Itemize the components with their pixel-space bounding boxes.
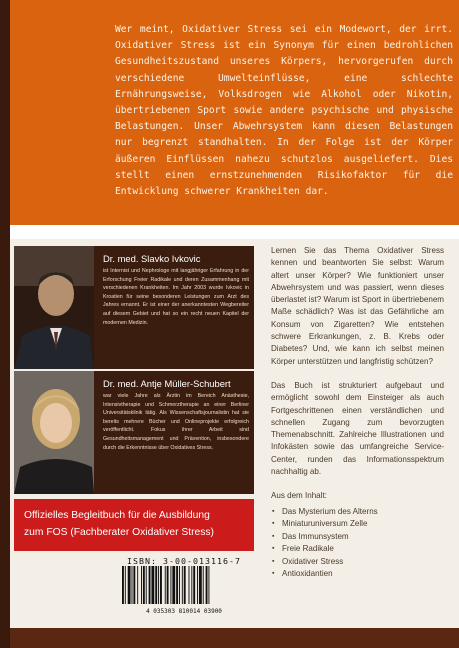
barcode-block	[116, 552, 252, 614]
barcode-bar	[172, 566, 175, 604]
contents-item: ▪ Oxidativer Stress	[271, 556, 444, 569]
banner-line-2: zum FOS (Fachberater Oxidativer Stress)	[24, 527, 214, 538]
author-photo-2	[14, 371, 94, 494]
description-paragraph-2: Das Buch ist strukturiert aufgebaut und ermöglicht sowohl dem Einsteiger als auch Fortgeschrittenen einen verständlichen und schnellen Zugang zum bevorzugten Themenabschnitt. Zahlreiche Illustrationen und Infokästen sowie das umfangreiche Service-Center, runden das Informationsspektrum nachhaltig ab.	[271, 380, 444, 477]
official-companion-banner	[14, 499, 254, 551]
barcode-bar	[179, 566, 180, 604]
contents-list	[271, 506, 444, 581]
barcode-bar	[193, 566, 195, 604]
barcode-bar	[167, 566, 169, 604]
barcode-graphic	[116, 566, 252, 616]
bottom-band	[10, 628, 459, 648]
barcode-bar	[189, 566, 190, 604]
divider-strip	[10, 225, 459, 239]
isbn-number: ISBN: 3-00-013116-7	[127, 556, 241, 566]
author-bio-1: ist Internist und Nephrologe mit langjähriger Erfahrung in der Erforschung Freier Radikale und deren Zusammenhang mit verschiedenen Krankheiten. Im Jahr 2003 wurde Ivkovic in Kroatien für seine besonderen Leistungen zum Arzt des Jahres ernannt. Er ist einer der anerkanntesten Wegbereiter auf diesem Gebiet und hat so ein recht neuen Kapitel der modernen Medizin.	[103, 268, 249, 326]
author-card-1	[14, 246, 254, 369]
barcode-digits: 4 035303 810014 03900	[146, 608, 222, 615]
barcode-bar	[125, 566, 126, 604]
barcode-bar	[155, 566, 157, 604]
author-bio-2: war viele Jahre als Ärztin im Bereich Anästhesie, Intensivtherapie und Schmerztherapie an einer Berliner Universitätsklinik tätig. Als Wissenschaftsjournalistin hat sie bereits mehrere Bücher und Onlineprojekte erfolgreich veröffentlicht. Fokus ihrer Arbeit sind Gesundheitsmanagement und Prävention, insbesondere durch die Erkenntnisse über Oxidatives Stress.	[103, 393, 249, 451]
barcode-bar	[158, 566, 159, 604]
spine-edge	[0, 0, 10, 648]
barcode-bar	[170, 566, 171, 604]
description-paragraph-1: Lernen Sie das Thema Oxidativer Stress kennen und beantworten Sie selbst: Warum altert unser Körper? Wie funktioniert unser Abwehrsystem und was passiert, wenn dieses überlastet ist? Warum ist Sport in übertriebenem Maße schädlich? Was ist das Gefährliche am Konsum von Zigaretten? Wie entstehen schwere Erkrankungen, z. B. Krebs oder Diabetes? Und, wie kann ich selbst meinen Körper unterstützen und langfristig schützen?	[271, 246, 444, 366]
barcode-bar	[206, 566, 208, 604]
barcode-bar	[137, 566, 138, 604]
contents-item: ▪ Miniaturuniversum Zelle	[271, 518, 444, 531]
author-name-1: Dr. med. Slavko Ivkovic	[103, 253, 201, 264]
barcode-bar	[128, 566, 131, 604]
barcode-bar	[133, 566, 135, 604]
banner-line-1: Offizielles Begleitbuch für die Ausbildung	[24, 510, 210, 521]
barcode-bar	[203, 566, 204, 604]
barcode-bar	[165, 566, 166, 604]
barcode-bar	[208, 566, 209, 604]
contents-item: ▪ Freie Radikale	[271, 543, 444, 556]
barcode-bar	[146, 566, 147, 604]
barcode-bar	[122, 566, 124, 604]
barcode-bar	[143, 566, 145, 604]
barcode-bar	[160, 566, 162, 604]
author-card-2	[14, 371, 254, 494]
barcode-bar	[182, 566, 183, 604]
barcode-bar	[191, 566, 192, 604]
barcode-bar	[151, 566, 154, 604]
barcode-bar	[199, 566, 202, 604]
barcode-bar	[176, 566, 178, 604]
contents-item: ▪ Das Immunsystem	[271, 531, 444, 544]
barcode-bar	[197, 566, 198, 604]
description-column	[271, 245, 444, 581]
barcode-bar	[141, 566, 142, 604]
contents-item: ▪ Das Mysterium des Alterns	[271, 506, 444, 519]
barcode-bar	[132, 566, 133, 604]
intro-paragraph: Wer meint, Oxidativer Stress sei ein Modewort, der irrt. Oxidativer Stress ist ein Synonym für einen bedrohlichen Gesundheitszustand unseres Körpers, hervorgerufen durch verschiedene Umwelteinflüsse, eine schlechte Ernährungsweise, Volksdrogen wie Alkohol oder Nikotin, übertriebenen Sport sowie andere psychische und physische Belastungen. Unser Abwehrsystem kann diesen Belastungen nur begrenzt standhalten. In der Folge ist der Körper äußeren Einflüssen nahezu schutzlos ausgeliefert. Dies stellt einen ernstzunehmenden Risikofaktor für die Entwicklung schwerer Krankheiten dar.	[115, 24, 453, 198]
barcode-bar	[184, 566, 186, 604]
author-name-2: Dr. med. Antje Müller-Schubert	[103, 378, 231, 389]
contents-heading: Aus dem Inhalt:	[271, 491, 327, 501]
author-photo-1	[14, 246, 94, 369]
contents-item: ▪ Antioxidantien	[271, 568, 444, 581]
barcode-bar	[149, 566, 151, 604]
top-orange-panel	[10, 0, 459, 225]
